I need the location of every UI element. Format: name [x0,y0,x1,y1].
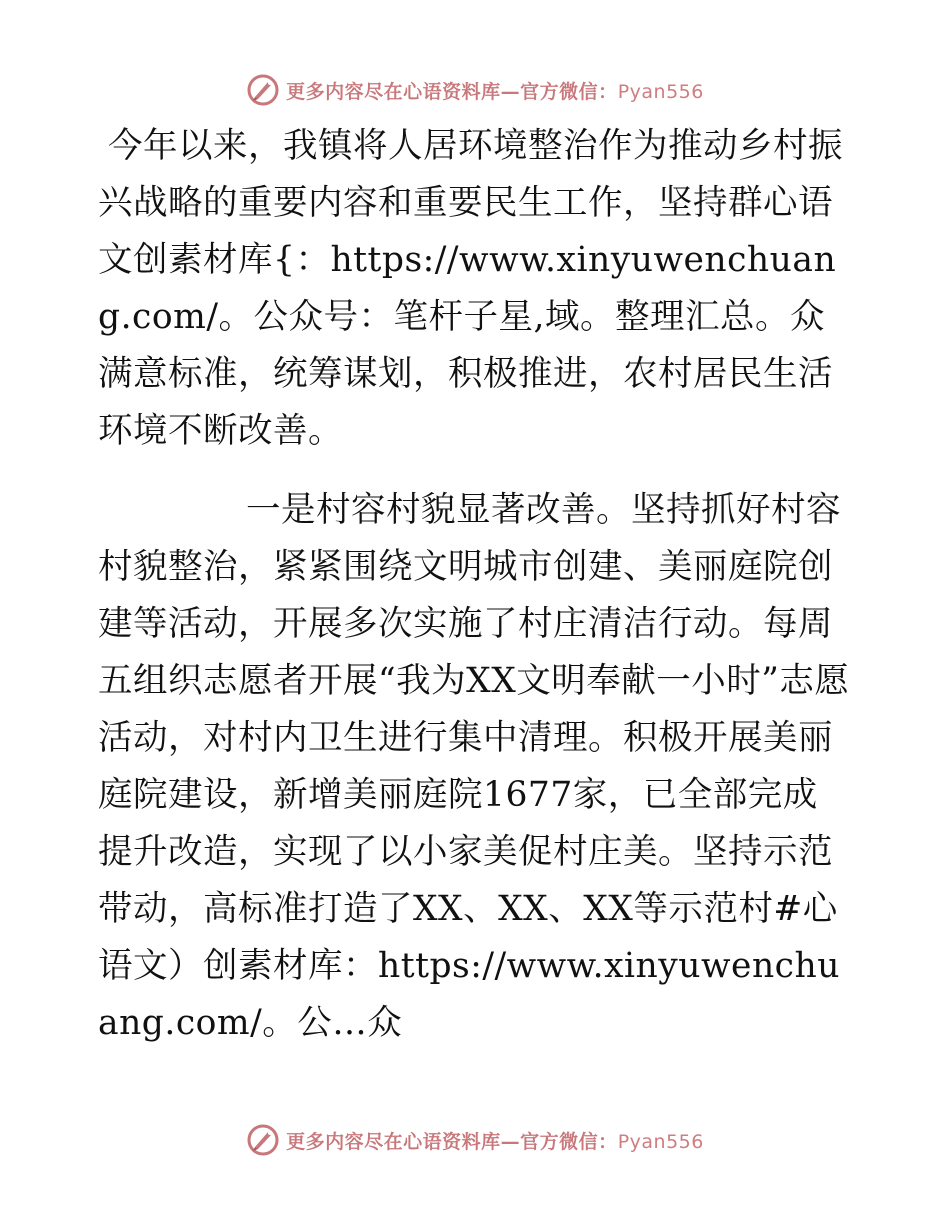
quill-pen-circle-icon [246,1123,280,1157]
header-watermark [0,70,950,110]
watermark-account: Pyan556 [617,1130,704,1153]
quill-pen-circle-icon [246,73,280,107]
watermark-separator: — [500,80,521,103]
watermark-account: Pyan556 [617,80,704,103]
watermark-official: 官方微信： [520,80,618,103]
watermark-site: 更多内容尽在心语资料库 [286,1130,501,1153]
footer-watermark [0,1120,950,1160]
paragraph-village-appearance: 一是村容村貌显著改善。坚持抓好村容村貌整治，紧紧围绕文明城市创建、美丽庭院创建等活动，开展多次实施了村庄清洁行动。每周五组织志愿者开展“我为XX文明奉献一小时”志愿活动，对村内卫生进行集中清理。积极开展美丽庭院建设，新增美丽庭院1677家，已全部完成提升改造，实现了以小家美促村庄美。坚持示范带动，高标准打造了XX、XX、XX等示范村#心语文）创素材库：https://www.xinyuwenchuang.com/。公…众 [98,490,850,1043]
document-body [98,118,850,1052]
watermark-separator: — [500,1130,521,1153]
paragraph-intro: 今年以来，我镇将人居环境整治作为推动乡村振兴战略的重要内容和重要民生工作，坚持群心语文创素材库{：https://www.xinyuwenchuang.com/。公众号：笔杆子星,域。整理汇总。众满意标准，统筹谋划，积极推进，农村居民生活环境不断改善。 [98,126,843,451]
watermark-text [286,77,704,104]
watermark-site: 更多内容尽在心语资料库 [286,80,501,103]
watermark-official: 官方微信： [520,1130,618,1153]
watermark-text [286,1127,704,1154]
